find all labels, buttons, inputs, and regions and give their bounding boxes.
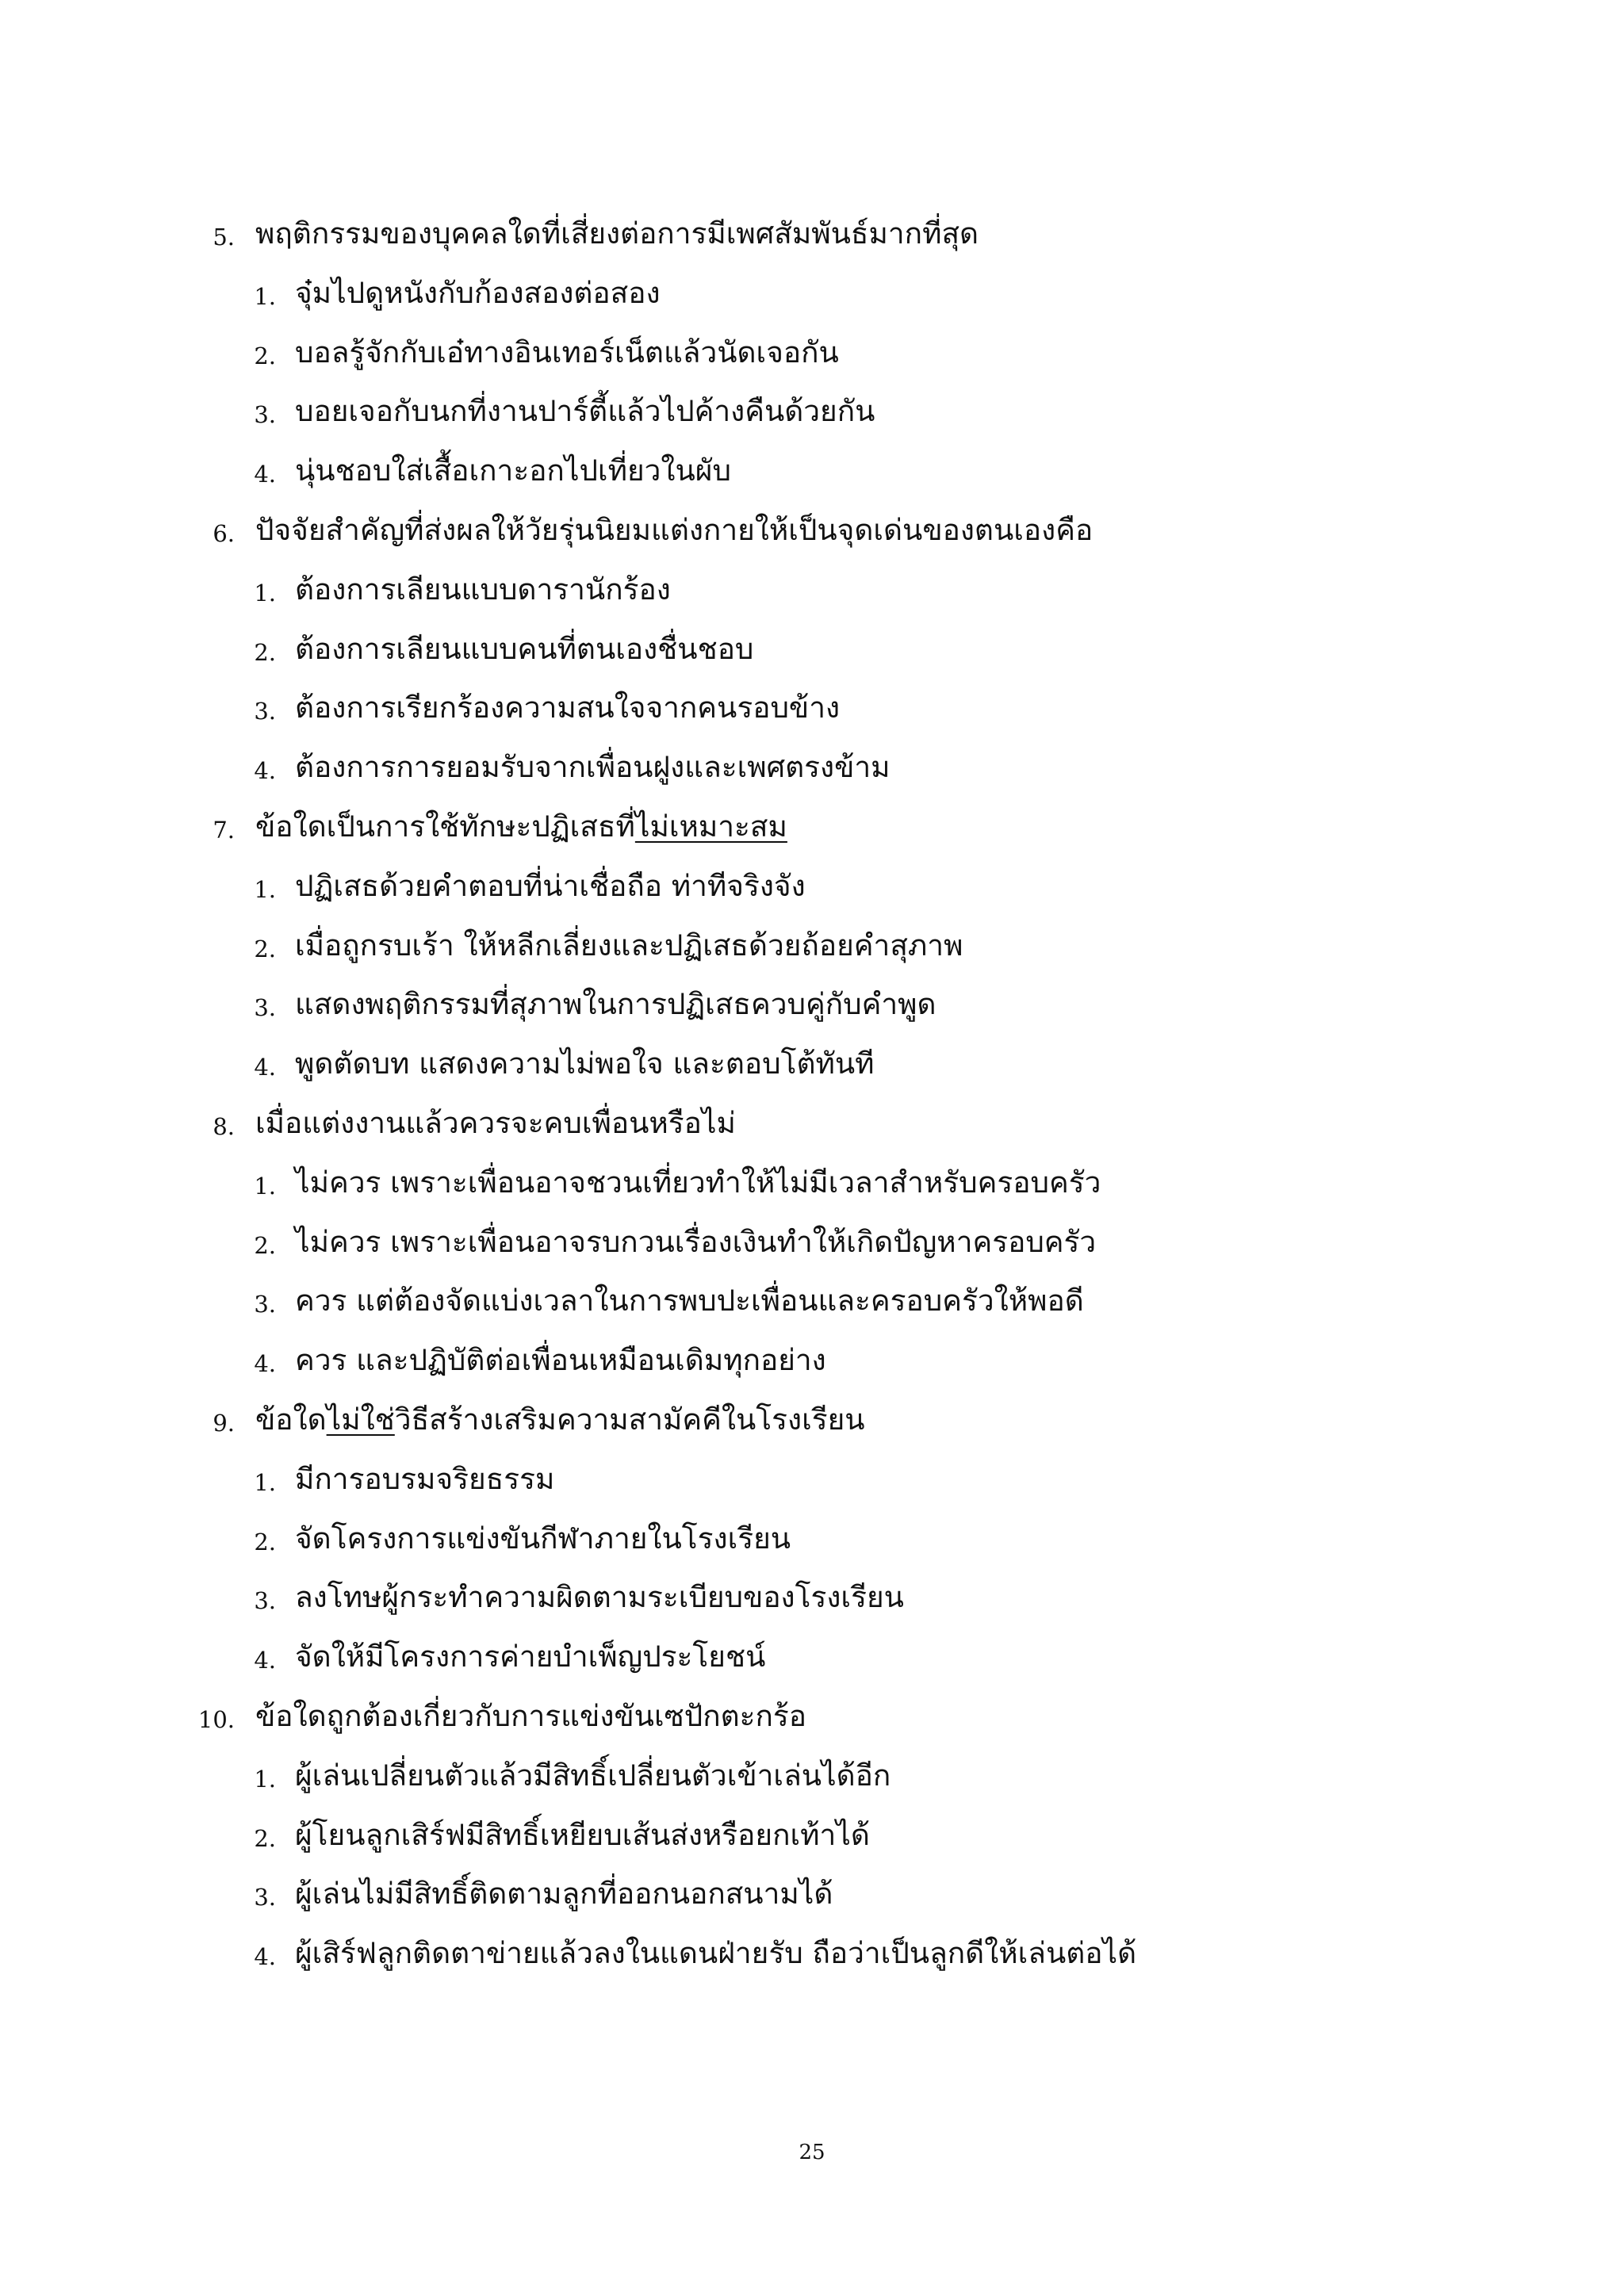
choice-5-4 [0,442,1624,501]
choice-number: 4. [254,1054,276,1081]
choice-number: 2. [254,1231,276,1259]
choice-number: 2. [254,638,276,666]
choice-text: ผู้โยนลูกเสิร์ฟมีสิทธิ์เหยียบเส้นส่งหรือยกเท้าได้ [295,1817,870,1852]
question-number: 6. [213,519,235,547]
choice-text: จัดให้มีโครงการค่ายบำเพ็ญประโยชน์ [295,1640,766,1674]
choice-number: 1. [254,1468,276,1496]
choice-number: 3. [254,698,276,725]
choice-number: 2. [254,1824,276,1852]
stem-underlined-text: ไม่เหมาะสม [634,809,787,844]
question-8 [0,1094,1624,1154]
choice-10-1 [0,1747,1624,1806]
choice-7-3 [0,975,1624,1035]
choice-text: ต้องการเลียนแบบคนที่ตนเองชื่นชอบ [295,631,754,666]
choice-number: 1. [254,875,276,903]
stem-text: ข้อใดเป็นการใช้ทักษะปฏิเสธที่ [255,809,635,844]
choice-text: เมื่อถูกรบเร้า ให้หลีกเลี่ยงและปฏิเสธด้วยถ้อยคำสุภาพ [295,928,963,962]
choice-text: มีการอบรมจริยธรรม [295,1461,555,1496]
question-9 [0,1391,1624,1450]
question-6 [0,501,1624,561]
choice-9-1 [0,1450,1624,1510]
choice-6-1 [0,561,1624,620]
choice-number: 3. [254,1884,276,1911]
choice-number: 4. [254,1943,276,1971]
choice-text: ลงโทษผู้กระทำความผิดตามระเบียบของโรงเรียน [295,1580,904,1615]
choice-8-3 [0,1272,1624,1331]
question-stem [255,798,787,857]
choice-number: 3. [254,401,276,429]
choice-text: จัดโครงการแข่งขันกีฬาภายในโรงเรียน [295,1521,791,1556]
question-5 [0,205,1624,264]
choice-number: 2. [254,935,276,962]
stem-text: ข้อใด [255,1402,327,1437]
choice-number: 3. [254,994,276,1022]
question-7 [0,798,1624,857]
question-list [0,205,1624,1984]
choice-text: ผู้เล่นเปลี่ยนตัวแล้วมีสิทธิ์เปลี่ยนตัวเข้าเล่นได้อีก [295,1758,891,1793]
question-number: 9. [213,1409,235,1437]
choice-9-2 [0,1510,1624,1569]
choice-text: แสดงพฤติกรรมที่สุภาพในการปฏิเสธควบคู่กับคำพูด [295,987,936,1022]
choice-8-2 [0,1213,1624,1272]
choice-number: 1. [254,1765,276,1793]
choice-text: ไม่ควร เพราะเพื่อนอาจรบกวนเรื่องเงินทำให้เกิดปัญหาครอบครัว [295,1224,1097,1259]
page-number: 25 [799,2141,825,2164]
choice-7-1 [0,857,1624,916]
question-number: 8. [213,1112,235,1140]
question-stem: เมื่อแต่งงานแล้วควรจะคบเพื่อนหรือไม่ [255,1105,736,1140]
choice-text: ควร แต่ต้องจัดแบ่งเวลาในการพบปะเพื่อนและครอบครัวให้พอดี [295,1284,1084,1318]
choice-6-2 [0,620,1624,679]
choice-8-1 [0,1154,1624,1213]
choice-number: 4. [254,757,276,785]
choice-number: 1. [254,579,276,607]
choice-5-3 [0,382,1624,442]
choice-number: 3. [254,1291,276,1318]
question-number: 5. [213,224,235,251]
choice-number: 4. [254,1647,276,1674]
choice-8-4 [0,1331,1624,1391]
choice-text: ต้องการเรียกร้องความสนใจจากคนรอบข้าง [295,691,841,725]
choice-7-2 [0,916,1624,976]
choice-number: 4. [254,1350,276,1378]
choice-text: บอลรู้จักกับเอ๋ทางอินเทอร์เน็ตแล้วนัดเจอกัน [295,335,839,369]
choice-number: 2. [254,1528,276,1556]
choice-text: ต้องการการยอมรับจากเพื่อนฝูงและเพศตรงข้าม [295,750,891,785]
question-stem: ข้อใดถูกต้องเกี่ยวกับการแข่งขันเซปักตะกร้อ [255,1698,807,1733]
choice-10-4 [0,1924,1624,1984]
choice-9-4 [0,1628,1624,1687]
question-number: 7. [213,816,235,844]
stem-text-after: วิธีสร้างเสริมความสามัคคีในโรงเรียน [394,1402,865,1437]
choice-text: ไม่ควร เพราะเพื่อนอาจชวนเที่ยวทำให้ไม่มีเวลาสำหรับครอบครัว [295,1165,1101,1200]
question-stem: พฤติกรรมของบุคคลใดที่เสี่ยงต่อการมีเพศสัมพันธ์มากที่สุด [255,216,979,251]
choice-text: ต้องการเลียนแบบดารานักร้อง [295,572,671,607]
choice-number: 3. [254,1587,276,1615]
choice-text: ควร และปฏิบัติต่อเพื่อนเหมือนเดิมทุกอย่าง [295,1343,826,1378]
choice-6-4 [0,738,1624,798]
choice-number: 2. [254,342,276,369]
choice-text: ปฏิเสธด้วยคำตอบที่น่าเชื่อถือ ท่าทีจริงจัง [295,868,806,903]
choice-text: นุ่นชอบใส่เสื้อเกาะอกไปเที่ยวในผับ [295,453,731,488]
choice-number: 4. [254,461,276,488]
choice-9-3 [0,1568,1624,1628]
question-10 [0,1687,1624,1747]
question-stem: ปัจจัยสำคัญที่ส่งผลให้วัยรุ่นนิยมแต่งกายให้เป็นจุดเด่นของตนเองคือ [255,512,1094,547]
choice-number: 1. [254,282,276,310]
choice-text: พูดตัดบท แสดงความไม่พอใจ และตอบโต้ทันที [295,1047,875,1081]
stem-underlined-text: ไม่ใช่ [326,1402,395,1437]
choice-number: 1. [254,1172,276,1200]
choice-6-3 [0,679,1624,738]
choice-5-2 [0,323,1624,383]
question-stem [255,1391,865,1450]
choice-text: ผู้เสิร์ฟลูกติดตาข่ายแล้วลงในแดนฝ่ายรับ ถือว่าเป็นลูกดีให้เล่นต่อได้ [295,1936,1137,1971]
choice-10-2 [0,1806,1624,1866]
choice-10-3 [0,1865,1624,1924]
question-number: 10. [197,1705,235,1733]
choice-text: ผู้เล่นไม่มีสิทธิ์ติดตามลูกที่ออกนอกสนามได้ [295,1877,833,1911]
choice-text: จุ๋มไปดูหนังกับก้องสองต่อสอง [295,275,661,310]
choice-5-1 [0,264,1624,323]
choice-7-4 [0,1035,1624,1094]
choice-text: บอยเจอกับนกที่งานปาร์ตี้แล้วไปค้างคืนด้วยกัน [295,394,875,429]
